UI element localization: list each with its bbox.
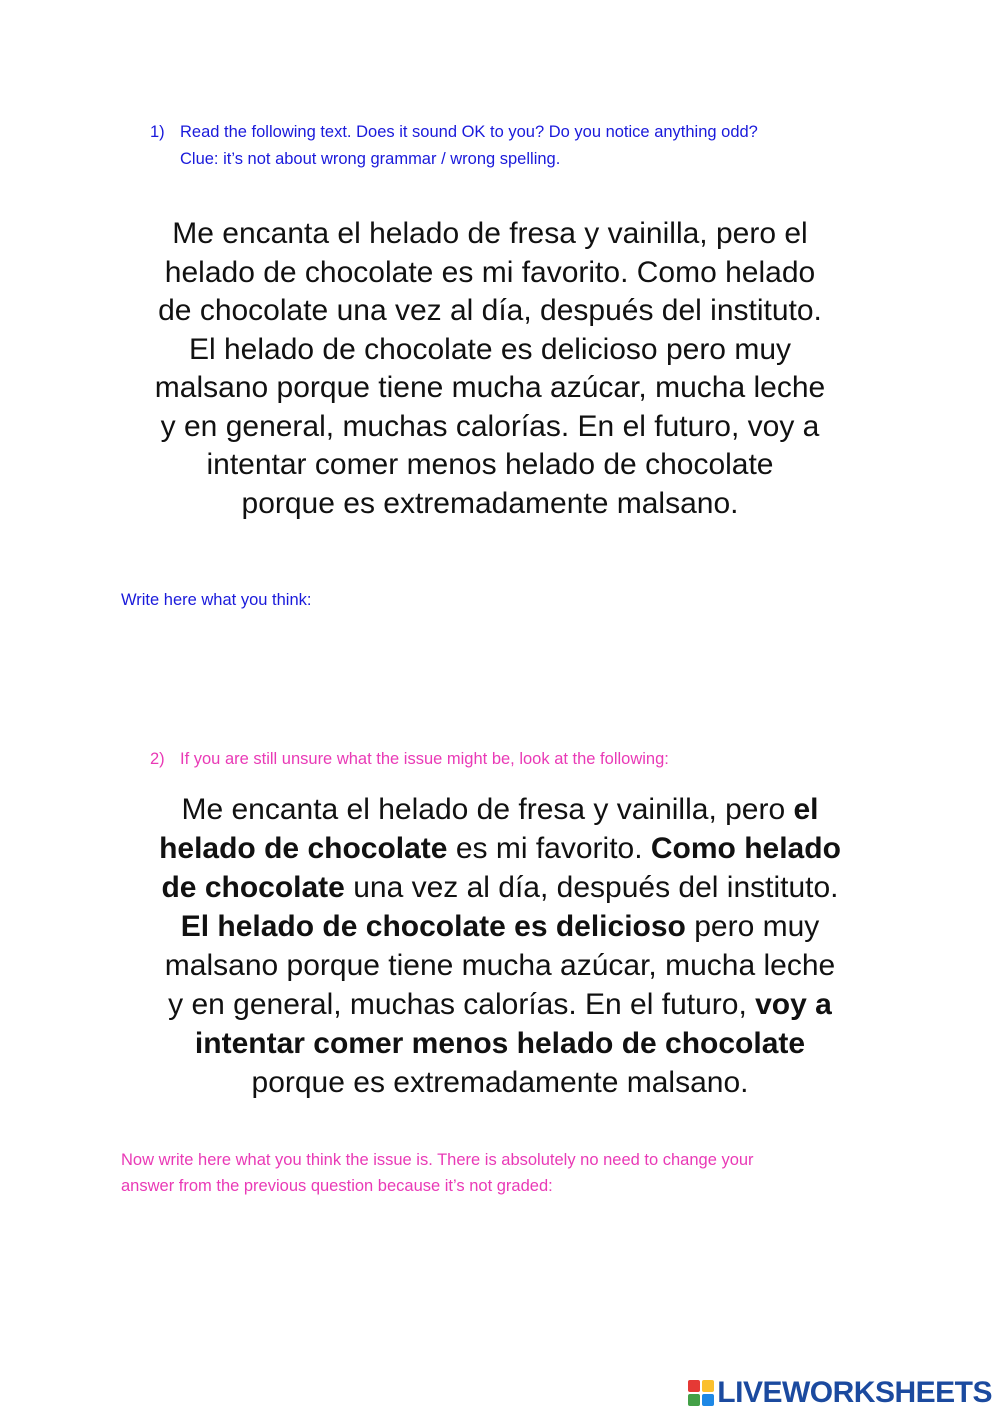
passage-1-line: Me encanta el helado de fresa y vainilla, pero el — [172, 217, 808, 250]
logo-square — [688, 1394, 700, 1406]
question-1-clue: Clue: it’s not about wrong grammar / wrong spelling. — [180, 150, 561, 168]
passage-2-line — [100, 790, 900, 829]
answer-field-1[interactable] — [121, 620, 881, 730]
question-2-number: 2) — [150, 750, 165, 768]
liveworksheets-logo-icon — [688, 1380, 714, 1406]
plain-text: Me encanta el helado de fresa y vainilla, pero — [181, 793, 794, 826]
passage-1-line: porque es extremadamente malsano. — [241, 486, 739, 520]
passage-1-line: intentar comer menos helado de chocolate — [206, 448, 774, 481]
passage-2-line — [100, 868, 900, 907]
liveworksheets-brand — [688, 1376, 992, 1410]
passage-2 — [100, 790, 900, 1102]
passage-1-line: El helado de chocolate es delicioso pero muy — [188, 332, 792, 366]
highlighted-text: voy a — [755, 988, 832, 1021]
answer-field-2[interactable] — [121, 1205, 881, 1355]
passage-2-line: porque es extremadamente malsano. — [251, 1066, 749, 1099]
question-2-text: If you are still unsure what the issue might be, look at the following: — [180, 750, 669, 768]
passage-2-line — [100, 907, 900, 946]
highlighted-text: Como helado — [650, 832, 841, 865]
highlighted-text: helado de chocolate — [159, 832, 448, 865]
answer-prompt-2-line: answer from the previous question because it’s not graded: — [121, 1177, 553, 1195]
passage-1 — [90, 215, 890, 523]
question-1-instruction: Read the following text. Does it sound OK to you? Do you notice anything odd? — [180, 123, 758, 141]
question-1-number: 1) — [150, 123, 165, 141]
logo-square — [702, 1380, 714, 1392]
passage-1-line: y en general, muchas calorías. En el futuro, voy a — [160, 409, 820, 443]
liveworksheets-wordmark: LIVEWORKSHEETS — [717, 1376, 992, 1409]
passage-2-line — [100, 829, 900, 868]
passage-2-line — [100, 985, 900, 1024]
highlighted-text: de chocolate — [161, 871, 345, 904]
plain-text: pero muy — [685, 910, 820, 943]
question-1-text — [180, 119, 880, 173]
logo-square — [688, 1380, 700, 1392]
highlighted-text: El helado de chocolate es delicioso — [180, 910, 686, 943]
answer-prompt-2-line: Now write here what you think the issue is. There is absolutely no need to change your — [121, 1151, 754, 1169]
plain-text: una vez al día, después del instituto. — [344, 871, 839, 904]
passage-1-line: malsano porque tiene mucha azúcar, mucha leche — [154, 371, 826, 404]
answer-prompt-1: Write here what you think: — [121, 591, 312, 609]
passage-2-line: malsano porque tiene mucha azúcar, mucha leche — [164, 949, 836, 982]
passage-1-line: de chocolate una vez al día, después del instituto. — [158, 294, 822, 327]
answer-prompt-2 — [121, 1147, 754, 1199]
highlighted-text: el — [793, 793, 819, 826]
plain-text: es mi favorito. — [447, 832, 651, 865]
plain-text: y en general, muchas calorías. En el futuro, — [168, 988, 756, 1021]
passage-1-line: helado de chocolate es mi favorito. Como helado — [164, 255, 816, 289]
logo-square — [702, 1394, 714, 1406]
passage-2-line: intentar comer menos helado de chocolate — [194, 1027, 806, 1060]
